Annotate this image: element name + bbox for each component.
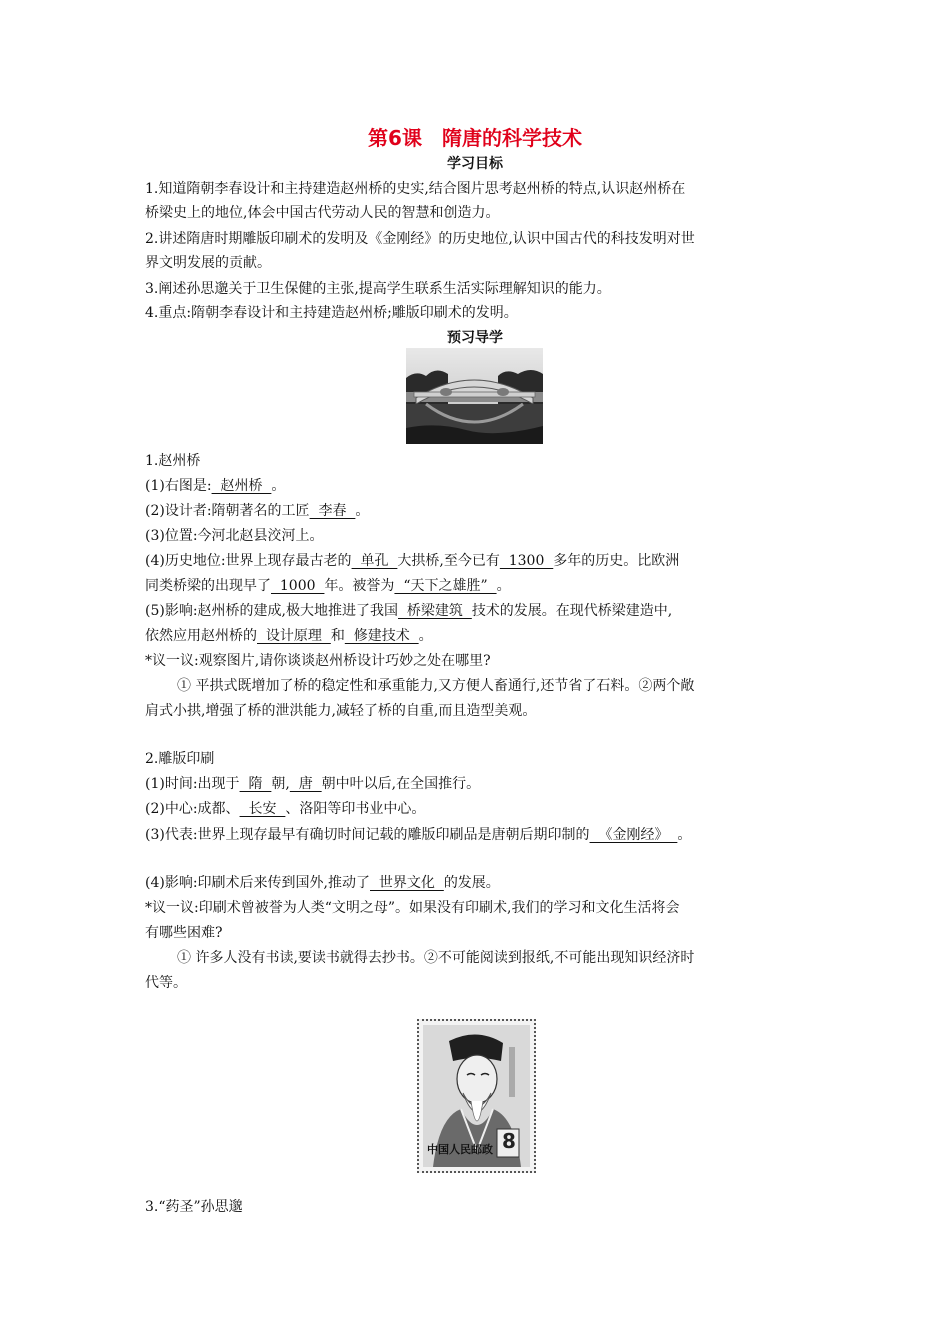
lesson-title: 第6课 隋唐的科学技术: [368, 126, 582, 150]
answer-blank: 《金刚经》: [589, 827, 678, 843]
printing-discussion-cont: 有哪些困难?: [145, 925, 223, 941]
objective-3: 3.阐述孙思邈关于卫生保健的主张,提高学生联系生活实际理解知识的能力。: [145, 281, 611, 297]
objective-4: 4.重点:隋朝李春设计和主持建造赵州桥;雕版印刷术的发明。: [145, 305, 518, 321]
zhaozhou-bridge-photo: [406, 348, 543, 444]
answer-blank: “天下之雄胜”: [394, 578, 497, 594]
printing-q1: (1)时间:出现于 隋 朝, 唐 朝中叶以后,在全国推行。: [145, 776, 481, 792]
stamp-value: 8: [502, 1129, 516, 1153]
bridge-answer-cont: 肩式小拱,增强了桥的泄洪能力,减轻了桥的自重,而且造型美观。: [145, 703, 537, 719]
objective-1-cont: 桥梁史上的地位,体会中国古代劳动人民的智慧和创造力。: [145, 205, 500, 221]
objective-1: 1.知道隋朝李春设计和主持建造赵州桥的史实,结合图片思考赵州桥的特点,认识赵州桥在: [145, 181, 686, 197]
printing-q2: (2)中心:成都、 长安 、洛阳等印书业中心。: [145, 801, 426, 817]
medicine-heading: 3.“药圣”孙思邈: [145, 1199, 243, 1215]
answer-blank: 世界文化: [370, 875, 444, 891]
printing-q4: (4)影响:印刷术后来传到国外,推动了 世界文化 的发展。: [145, 875, 500, 891]
answer-blank: 1000: [271, 578, 325, 594]
objective-2-cont: 界文明发展的贡献。: [145, 255, 271, 271]
answer-blank: 长安: [239, 801, 286, 817]
bridge-heading: 1.赵州桥: [145, 453, 201, 469]
sun-simiao-stamp: [417, 1019, 536, 1173]
answer-blank: 隋: [239, 776, 272, 792]
answer-blank: 赵州桥: [211, 478, 272, 494]
answer-blank: 桥梁建筑: [398, 603, 472, 619]
answer-blank: 李春: [309, 503, 356, 519]
answer-blank: 设计原理: [257, 628, 331, 644]
bridge-q2: (2)设计者:隋朝著名的工匠 李春 。: [145, 503, 370, 519]
bridge-q5: (5)影响:赵州桥的建成,极大地推进了我国 桥梁建筑 技术的发展。在现代桥梁建造中,: [145, 603, 673, 619]
objectives-heading: 学习目标: [447, 156, 503, 172]
bridge-discussion: *议一议:观察图片,请你谈谈赵州桥设计巧妙之处在哪里?: [145, 653, 491, 669]
bridge-q4: (4)历史地位:世界上现存最古老的 单孔 大拱桥,至今已有 1300 多年的历史。比欧洲: [145, 553, 680, 569]
bridge-q4-cont: 同类桥梁的出现早了 1000 年。被誉为 “天下之雄胜” 。: [145, 578, 511, 594]
bridge-answer: ① 平拱式既增加了桥的稳定性和承重能力,又方便人畜通行,还节省了石料。②两个敞: [177, 678, 695, 694]
answer-blank: 单孔: [351, 553, 398, 569]
answer-blank: 修建技术: [344, 628, 419, 644]
stamp-country: 中国人民邮政: [427, 1143, 493, 1156]
printing-discussion: *议一议:印刷术曾被誉为人类“文明之母”。如果没有印刷术,我们的学习和文化生活将会: [145, 900, 680, 916]
bridge-q1: (1)右图是: 赵州桥 。: [145, 478, 286, 494]
objective-2: 2.讲述隋唐时期雕版印刷术的发明及《金刚经》的历史地位,认识中国古代的科技发明对世: [145, 231, 695, 247]
bridge-q3: (3)位置:今河北赵县洨河上。: [145, 528, 324, 544]
printing-answer: ① 许多人没有书读,要读书就得去抄书。②不可能阅读到报纸,不可能出现知识经济时: [177, 950, 695, 966]
bridge-q5-cont: 依然应用赵州桥的 设计原理 和 修建技术 。: [145, 628, 433, 644]
preview-heading: 预习导学: [447, 330, 503, 346]
printing-answer-cont: 代等。: [145, 975, 187, 991]
answer-blank: 唐: [289, 776, 322, 792]
printing-q3: (3)代表:世界上现存最早有确切时间记载的雕版印刷品是唐朝后期印制的 《金刚经》 。: [145, 827, 692, 843]
printing-heading: 2.雕版印刷: [145, 751, 215, 767]
answer-blank: 1300: [499, 553, 554, 569]
